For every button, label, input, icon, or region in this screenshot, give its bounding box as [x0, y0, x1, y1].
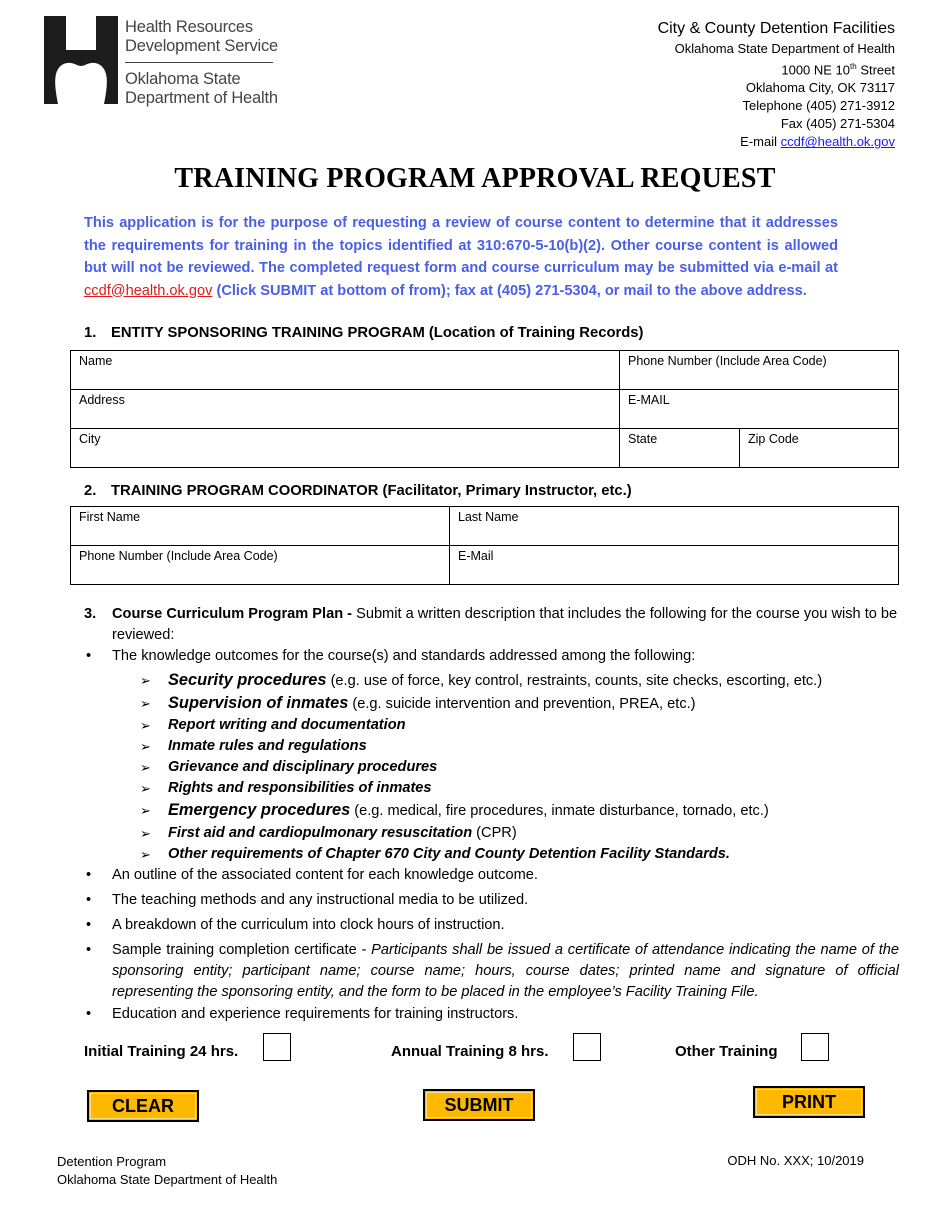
- topic-title: First aid and cardiopulmonary resuscitation: [168, 825, 473, 841]
- annual-training-checkbox[interactable]: [573, 1033, 601, 1061]
- topic-title: Other requirements of Chapter 670 City and County Detention Facility Standards.: [168, 846, 730, 862]
- bullet-text: An outline of the associated content for each knowledge outcome.: [112, 867, 538, 883]
- section-3-number: 3.: [84, 606, 97, 622]
- field-label: Last Name: [458, 510, 519, 524]
- street-number: 1000 NE 10: [781, 62, 851, 78]
- coordinator-phone-field[interactable]: [71, 546, 450, 585]
- topic-title: Rights and responsibilities of inmates: [168, 780, 432, 796]
- org-line-4: Department of Health: [125, 89, 278, 107]
- course-curriculum-section: [84, 604, 899, 1025]
- bullet-text: A breakdown of the curriculum into clock hours of instruction.: [112, 917, 505, 933]
- sponsor-address-field[interactable]: [71, 390, 620, 429]
- submit-button[interactable]: SUBMIT: [423, 1089, 535, 1121]
- sponsor-name-field[interactable]: [71, 351, 620, 390]
- sponsor-zip-field[interactable]: [740, 429, 899, 468]
- org-line-2: Development Service: [125, 37, 279, 55]
- contact-street: [658, 58, 895, 79]
- osdh-logo: [44, 16, 284, 108]
- arrow-bullet-icon: ➢: [140, 739, 151, 754]
- coordinator-first-name-field[interactable]: [71, 507, 450, 546]
- section-3-title: Course Curriculum Program Plan -: [112, 606, 357, 622]
- section-3-instructions: Submit a written description that includes the following for the course you wish to be reviewed:: [112, 606, 898, 643]
- section-2-number: 2.: [84, 483, 97, 499]
- street-name: Street: [856, 62, 895, 78]
- sponsor-email-field[interactable]: [620, 390, 899, 429]
- topic-supervision: [84, 693, 899, 715]
- arrow-bullet-icon: ➢: [140, 696, 151, 711]
- topic-emergency: [84, 800, 899, 822]
- field-label: Name: [79, 354, 113, 368]
- topic-title: Inmate rules and regulations: [168, 738, 367, 754]
- contact-dept: Oklahoma State Department of Health: [674, 41, 895, 56]
- bullet-outline: [84, 865, 899, 886]
- coordinator-last-name-field[interactable]: [450, 507, 899, 546]
- topic-detail: (e.g. medical, fire procedures, inmate disturbance, tornado, etc.): [350, 803, 769, 819]
- sponsor-phone-field[interactable]: [620, 351, 899, 390]
- footer-program: Detention Program: [57, 1154, 167, 1169]
- field-label: State: [628, 432, 658, 446]
- arrow-bullet-icon: ➢: [140, 847, 151, 862]
- section-2-title: TRAINING PROGRAM COORDINATOR (Facilitator, Primary Instructor, etc.): [111, 483, 632, 499]
- topic-first-aid: [84, 823, 899, 844]
- field-label: City: [79, 432, 101, 446]
- email-label: E-mail: [740, 134, 781, 150]
- field-label: Zip Code: [748, 432, 799, 446]
- initial-training-checkbox[interactable]: [263, 1033, 291, 1061]
- bullet-clock-hours: [84, 915, 899, 936]
- topic-title: Supervision of inmates: [168, 694, 349, 712]
- arrow-bullet-icon: ➢: [140, 760, 151, 775]
- footer-form-number: ODH No. XXX; 10/2019: [727, 1153, 864, 1168]
- org-line-3: Oklahoma State: [125, 70, 241, 88]
- contact-phone: Telephone (405) 271-3912: [742, 98, 895, 114]
- bullet-knowledge-outcomes: [84, 646, 899, 667]
- arrow-bullet-icon: ➢: [140, 803, 151, 818]
- topic-inmate-rules: [84, 736, 899, 757]
- field-label: First Name: [79, 510, 141, 524]
- bullet-education: [84, 1004, 899, 1025]
- topic-detail: (e.g. use of force, key control, restraints, counts, site checks, escorting, etc.): [326, 673, 823, 689]
- section-2-heading: [84, 483, 632, 499]
- section-1-heading: [84, 325, 643, 341]
- contact-title: City & County Detention Facilities: [657, 20, 895, 37]
- contact-block: [658, 18, 895, 151]
- bullet-teaching-methods: [84, 890, 899, 911]
- topic-title: Emergency procedures: [168, 801, 351, 819]
- topic-detail: (CPR): [472, 825, 517, 841]
- field-label: E-Mail: [458, 549, 494, 563]
- topic-grievance: [84, 757, 899, 778]
- sponsor-state-field[interactable]: [620, 429, 740, 468]
- footer-left: [57, 1153, 277, 1189]
- section-1-title: ENTITY SPONSORING TRAINING PROGRAM (Location of Training Records): [111, 325, 644, 341]
- arrow-bullet-icon: ➢: [140, 826, 151, 841]
- topic-security: [84, 670, 899, 692]
- topic-title: Security procedures: [168, 671, 327, 689]
- field-label: Address: [79, 393, 125, 407]
- print-button[interactable]: PRINT: [753, 1086, 865, 1118]
- topic-title: Grievance and disciplinary procedures: [168, 759, 438, 775]
- street-ordinal: th: [850, 62, 857, 71]
- dept-name-block: [125, 70, 278, 108]
- other-training-checkbox[interactable]: [801, 1033, 829, 1061]
- contact-email-line: [658, 133, 895, 151]
- topic-detail: (e.g. suicide intervention and prevention, PREA, etc.): [348, 696, 696, 712]
- sponsor-city-field[interactable]: [71, 429, 620, 468]
- annual-training-label: Annual Training 8 hrs.: [391, 1043, 549, 1060]
- bullet-text: Sample training completion certificate -: [112, 942, 372, 958]
- other-training-label: Other Training: [675, 1043, 778, 1060]
- field-label: E-MAIL: [628, 393, 670, 407]
- arrow-bullet-icon: ➢: [140, 673, 151, 688]
- topic-rights: [84, 778, 899, 799]
- footer-dept: Oklahoma State Department of Health: [57, 1172, 278, 1187]
- section-1-number: 1.: [84, 325, 97, 341]
- topic-title: Report writing and documentation: [168, 717, 406, 733]
- org-line-1: Health Resources: [125, 18, 253, 36]
- intro-email-link[interactable]: ccdf@health.ok.gov: [84, 282, 213, 299]
- clear-button[interactable]: CLEAR: [87, 1090, 199, 1122]
- initial-training-label: Initial Training 24 hrs.: [84, 1043, 239, 1060]
- intro-text-2: (Click SUBMIT at bottom of from); fax at (405) 271-5304, or mail to the above address.: [212, 282, 807, 299]
- contact-city: Oklahoma City, OK 73117: [745, 80, 895, 96]
- contact-fax: Fax (405) 271-5304: [780, 116, 895, 132]
- intro-text-1: This application is for the purpose of requesting a review of course content to determine that it addresses the requirements for training in the topics identified at 310:670-5-10(b)(2). Other course content is allowed but will not be reviewed. The completed request form and course curriculum may be submitted via e-mail at: [84, 215, 838, 276]
- bullet-text: The teaching methods and any instructional media to be utilized.: [112, 892, 529, 908]
- arrow-bullet-icon: ➢: [140, 781, 151, 796]
- apple-h-logo-icon: [44, 16, 120, 106]
- coordinator-table: [70, 506, 899, 585]
- field-label: Phone Number (Include Area Code): [79, 549, 278, 563]
- bullet-text: The knowledge outcomes for the course(s) and standards addressed among the following:: [112, 648, 696, 664]
- topic-other-requirements: [84, 844, 899, 865]
- bullet-certificate: [84, 940, 899, 1003]
- logo-divider: [125, 62, 273, 63]
- field-label: Phone Number (Include Area Code): [628, 354, 827, 368]
- org-name-block: [125, 18, 278, 56]
- topic-report-writing: [84, 715, 899, 736]
- page-title: TRAINING PROGRAM APPROVAL REQUEST: [174, 163, 776, 194]
- intro-paragraph: [84, 212, 838, 302]
- coordinator-email-field[interactable]: [450, 546, 899, 585]
- sponsor-entity-table: [70, 350, 899, 468]
- contact-email-link[interactable]: ccdf@health.ok.gov: [780, 134, 895, 150]
- section-3-heading: [84, 604, 899, 646]
- bullet-text: Education and experience requirements for training instructors.: [112, 1006, 519, 1022]
- bullet-italic-text: Participants shall be issued a certificate of attendance indicating the name of the sponsoring entity; participant name; course name; hours, course dates; printed name and signature of official representing the sponsoring entity, and the form to be placed in the employee’s Facility Training File.: [112, 942, 899, 1000]
- arrow-bullet-icon: ➢: [140, 718, 151, 733]
